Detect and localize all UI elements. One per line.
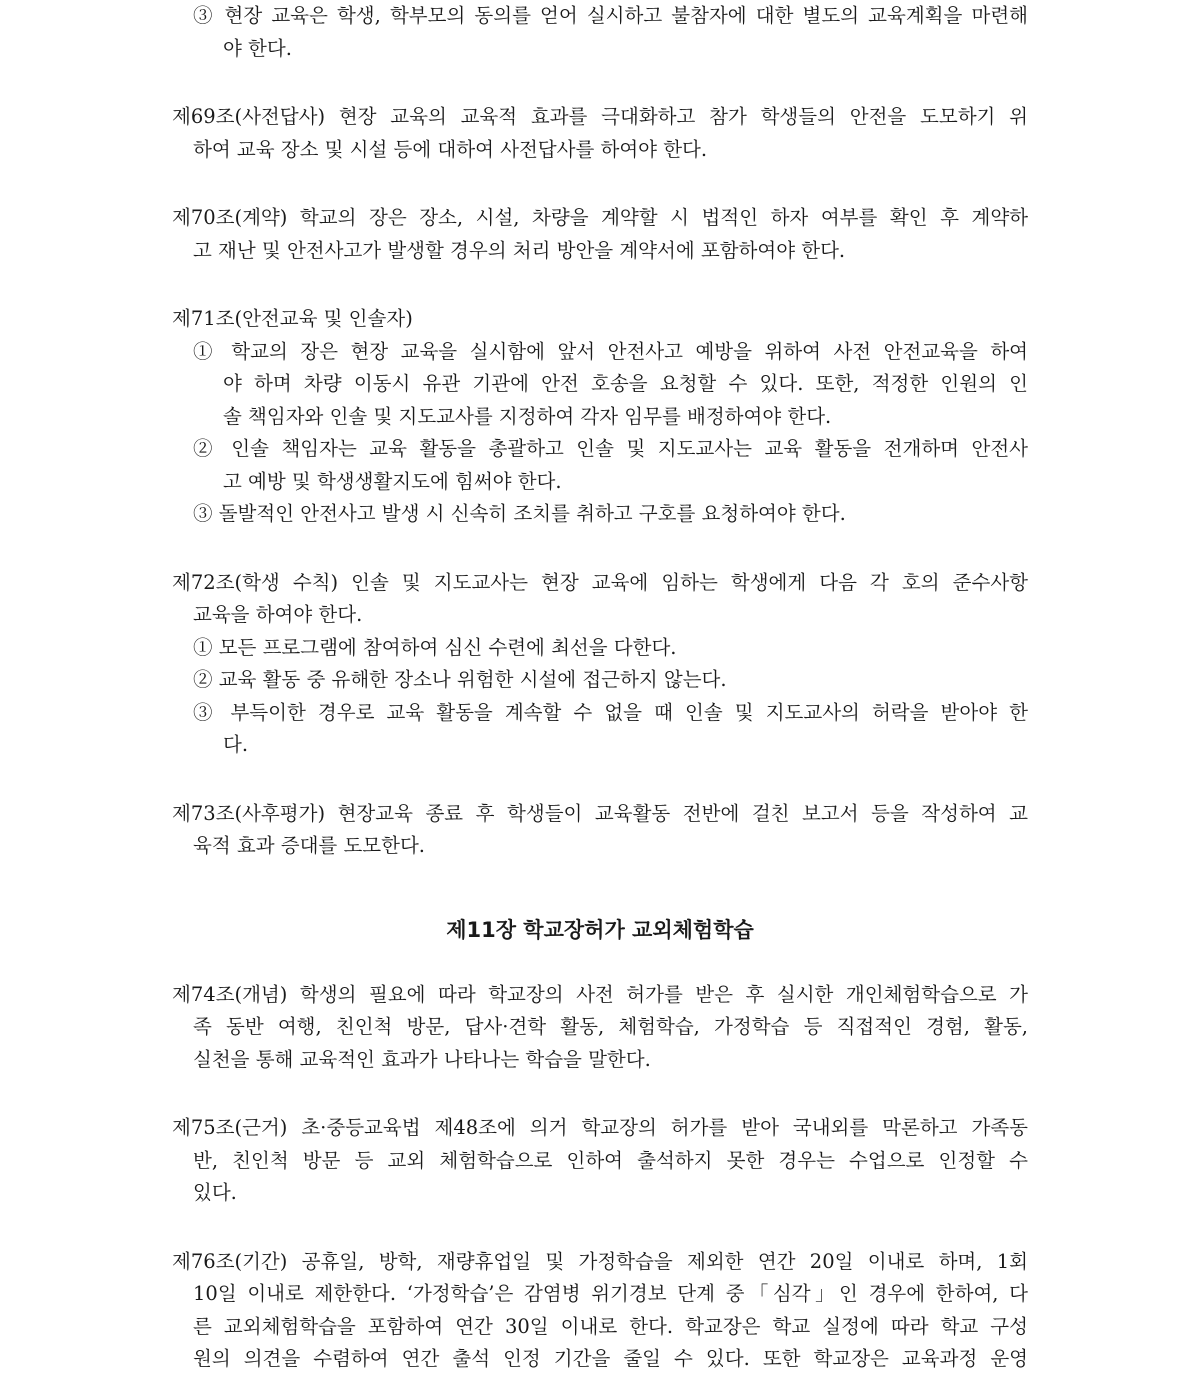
article-title-line: 제74조(개념) 학생의 필요에 따라 학교장의 사전 허가를 받은 후 실시한 개인체험학습으로 가 (172, 982, 1028, 1006)
item-line: ① 학교의 장은 현장 교육을 실시함에 앞서 안전사고 예방을 위하여 사전 안전교육을 하여 (193, 339, 1028, 363)
item-line: 야 하며 차량 이동시 유관 기관에 안전 호송을 요청할 수 있다. 또한, 적정한 인원의 인 (223, 372, 1028, 395)
article-title-line: 제75조(근거) 초·중등교육법 제48조에 의거 학교장의 허가를 받아 국내외를 막론하고 가족동 (172, 1116, 1028, 1139)
article-line: 족 동반 여행, 친인척 방문, 답사·견학 활동, 체험학습, 가정학습 등 직접적인 경험, 활동, (193, 1015, 1028, 1038)
article-block (172, 798, 1028, 863)
article-line: 고 재난 및 안전사고가 발생할 경우의 처리 방안을 계약서에 포함하여야 한다. (193, 238, 846, 262)
article-line: 있다. (193, 1181, 237, 1204)
article-block (172, 202, 1028, 267)
article-line: 른 교외체험학습을 포함하여 연간 30일 이내로 한다. 학교장은 학교 실정에 따라 학교 구성 (193, 1314, 1028, 1338)
paragraph-gap (172, 65, 1028, 101)
article-title-line: 제76조(기간) 공휴일, 방학, 재량휴업일 및 가정학습을 제외한 연간 20일 이내로 하며, 1회 (172, 1249, 1028, 1273)
paragraph-gap (172, 1076, 1028, 1112)
article-title-line: 제70조(계약) 학교의 장은 장소, 시설, 차량을 계약할 시 법적인 하자 여부를 확인 후 계약하 (172, 206, 1028, 229)
article-block (172, 1246, 1028, 1376)
paragraph-gap (172, 531, 1028, 567)
article-line: 하여 교육 장소 및 시설 등에 대하여 사전답사를 하여야 한다. (193, 137, 708, 161)
paragraph-gap (172, 267, 1028, 303)
item-line: ③ 돌발적인 안전사고 발생 시 신속히 조치를 취하고 구호를 요청하여야 한다. (193, 502, 846, 525)
item-line: ① 모든 프로그램에 참여하여 심신 수련에 최선을 다한다. (193, 635, 677, 659)
item-line: 고 예방 및 학생생활지도에 힘써야 한다. (223, 469, 562, 493)
paragraph-gap (172, 166, 1028, 202)
item-line: ③ 부득이한 경우로 교육 활동을 계속할 수 없을 때 인솔 및 지도교사의 허락을 받아야 한 (193, 700, 1028, 724)
article-block (172, 567, 1028, 762)
item-line: 다. (223, 733, 249, 756)
article-block (172, 101, 1028, 166)
item-line: ③ 현장 교육은 학생, 학부모의 동의를 얻어 실시하고 불참자에 대한 별도의 교육계획을 마련해 (193, 4, 1028, 27)
article-block (172, 979, 1028, 1077)
article-line: 육적 효과 증대를 도모한다. (193, 834, 426, 857)
document-page (172, 0, 1028, 1376)
item-line: ② 교육 활동 중 유해한 장소나 위험한 시설에 접근하지 않는다. (193, 668, 727, 691)
article-block (172, 1112, 1028, 1210)
item-line: 솔 책임자와 인솔 및 지도교사를 지정하여 각자 임무를 배정하여야 한다. (223, 404, 832, 428)
article-title-line: 제73조(사후평가) 현장교육 종료 후 학생들이 교육활동 전반에 걸친 보고서 등을 작성하여 교 (172, 801, 1028, 825)
article-title-line: 제72조(학생 수칙) 인솔 및 지도교사는 현장 교육에 임하는 학생에게 다음 각 호의 준수사항 (172, 570, 1028, 594)
article-block (172, 0, 1028, 65)
article-title-line: 제69조(사전답사) 현장 교육의 교육적 효과를 극대화하고 참가 학생들의 안전을 도모하기 위 (172, 105, 1028, 128)
article-line: 반, 친인척 방문 등 교외 체험학습으로 인하여 출석하지 못한 경우는 수업으로 인정할 수 (193, 1148, 1028, 1172)
item-line: ② 인솔 책임자는 교육 활동을 총괄하고 인솔 및 지도교사는 교육 활동을 전개하며 안전사 (193, 437, 1028, 460)
article-line: 10일 이내로 제한한다. ‘가정학습’은 감염병 위기경보 단계 중「심각」인 경우에 한하여, 다 (193, 1282, 1028, 1305)
article-title-line: 제71조(안전교육 및 인솔자) (172, 307, 413, 330)
paragraph-gap (172, 1210, 1028, 1246)
article-line: 교육을 하여야 한다. (193, 603, 363, 626)
item-line: 야 한다. (223, 36, 292, 60)
article-line: 원의 의견을 수렴하여 연간 출석 인정 기간을 줄일 수 있다. 또한 학교장은 교육과정 운영 (193, 1347, 1028, 1370)
chapter-heading: 제11장 학교장허가 교외체험학습 (446, 917, 754, 942)
article-line: 실천을 통해 교육적인 효과가 나타나는 학습을 말한다. (193, 1047, 651, 1071)
paragraph-gap (172, 762, 1028, 798)
article-block (172, 303, 1028, 531)
